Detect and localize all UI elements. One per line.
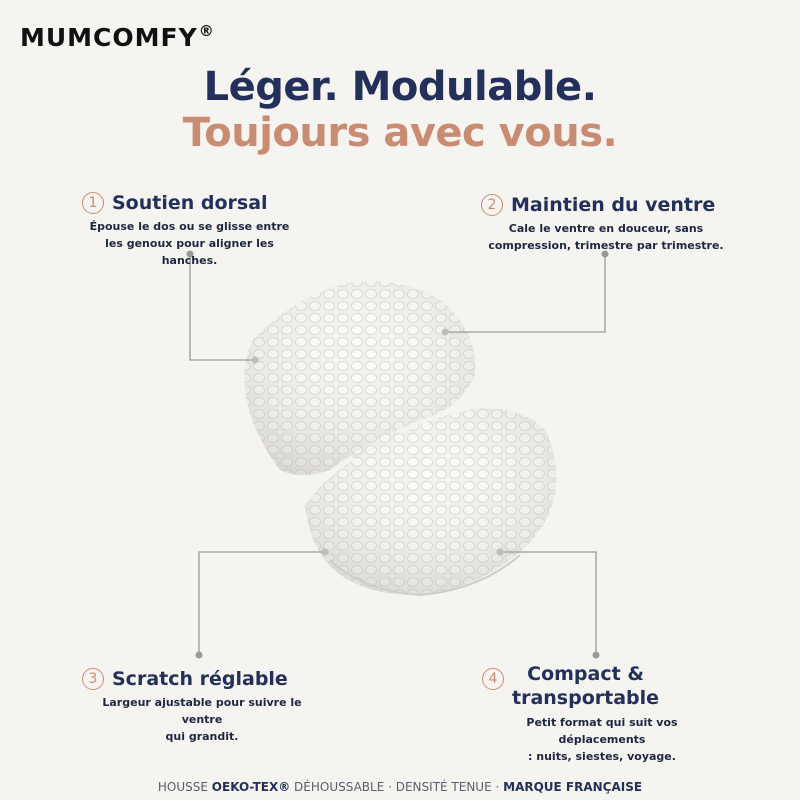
feature-description-line: Cale le ventre en douceur, sans [508, 222, 704, 235]
footer-certification: OEKO-TEX® [211, 780, 291, 794]
feature-title [512, 662, 659, 710]
feature-description [82, 218, 297, 269]
leader-dot [252, 357, 259, 364]
feature-back-support [82, 192, 297, 269]
feature-description-line: : nuits, siestes, voyage. [528, 750, 676, 763]
registered-mark: ® [198, 22, 215, 40]
feature-description-line: Largeur ajustable pour suivre le ventre [102, 696, 302, 726]
feature-title: Soutien dorsal [112, 192, 268, 214]
leader-dot [593, 652, 600, 659]
feature-description-line: Petit format qui suit vos déplacements [526, 716, 678, 746]
leader-line-2 [445, 254, 605, 332]
feature-belly-support [481, 194, 731, 254]
feature-title-line: transportable [512, 687, 660, 709]
footer-tagline [0, 780, 800, 794]
headline-primary: Léger. Modulable. [203, 64, 597, 110]
feature-description [82, 694, 322, 745]
leader-line-4 [500, 552, 596, 655]
footer-text: DÉHOUSSABLE · DENSITÉ TENUE · [290, 780, 504, 794]
leader-dot [497, 549, 504, 556]
leader-dot [442, 329, 449, 336]
feature-title: Maintien du ventre [511, 194, 716, 216]
feature-adjustable-strap [82, 668, 322, 745]
leader-line-1 [190, 254, 255, 360]
feature-description-line: qui grandit. [165, 730, 239, 743]
feature-description-line: Épouse le dos ou se glisse entre [89, 220, 290, 233]
brand-name: MUMCOMFY [20, 23, 198, 52]
feature-title-line: Compact & [527, 663, 644, 685]
leader-line-3 [199, 552, 325, 655]
feature-number-badge: 2 [481, 194, 503, 216]
brand-logo [20, 22, 215, 52]
feature-description [481, 220, 731, 254]
feature-compact-portable [482, 662, 722, 765]
footer-text: HOUSSE [157, 780, 212, 794]
feature-description-line: compression, trimestre par trimestre. [488, 239, 724, 252]
feature-description [482, 714, 722, 765]
leader-dot [322, 549, 329, 556]
leader-dot [196, 652, 203, 659]
feature-title: Scratch réglable [112, 668, 288, 690]
feature-number-badge: 3 [82, 668, 104, 690]
headline-secondary: Toujours avec vous. [182, 110, 618, 156]
feature-number-badge: 1 [82, 192, 104, 214]
footer-origin: MARQUE FRANÇAISE [503, 780, 643, 794]
feature-number-badge: 4 [482, 668, 504, 690]
feature-description-line: les genoux pour aligner les hanches. [105, 237, 274, 267]
